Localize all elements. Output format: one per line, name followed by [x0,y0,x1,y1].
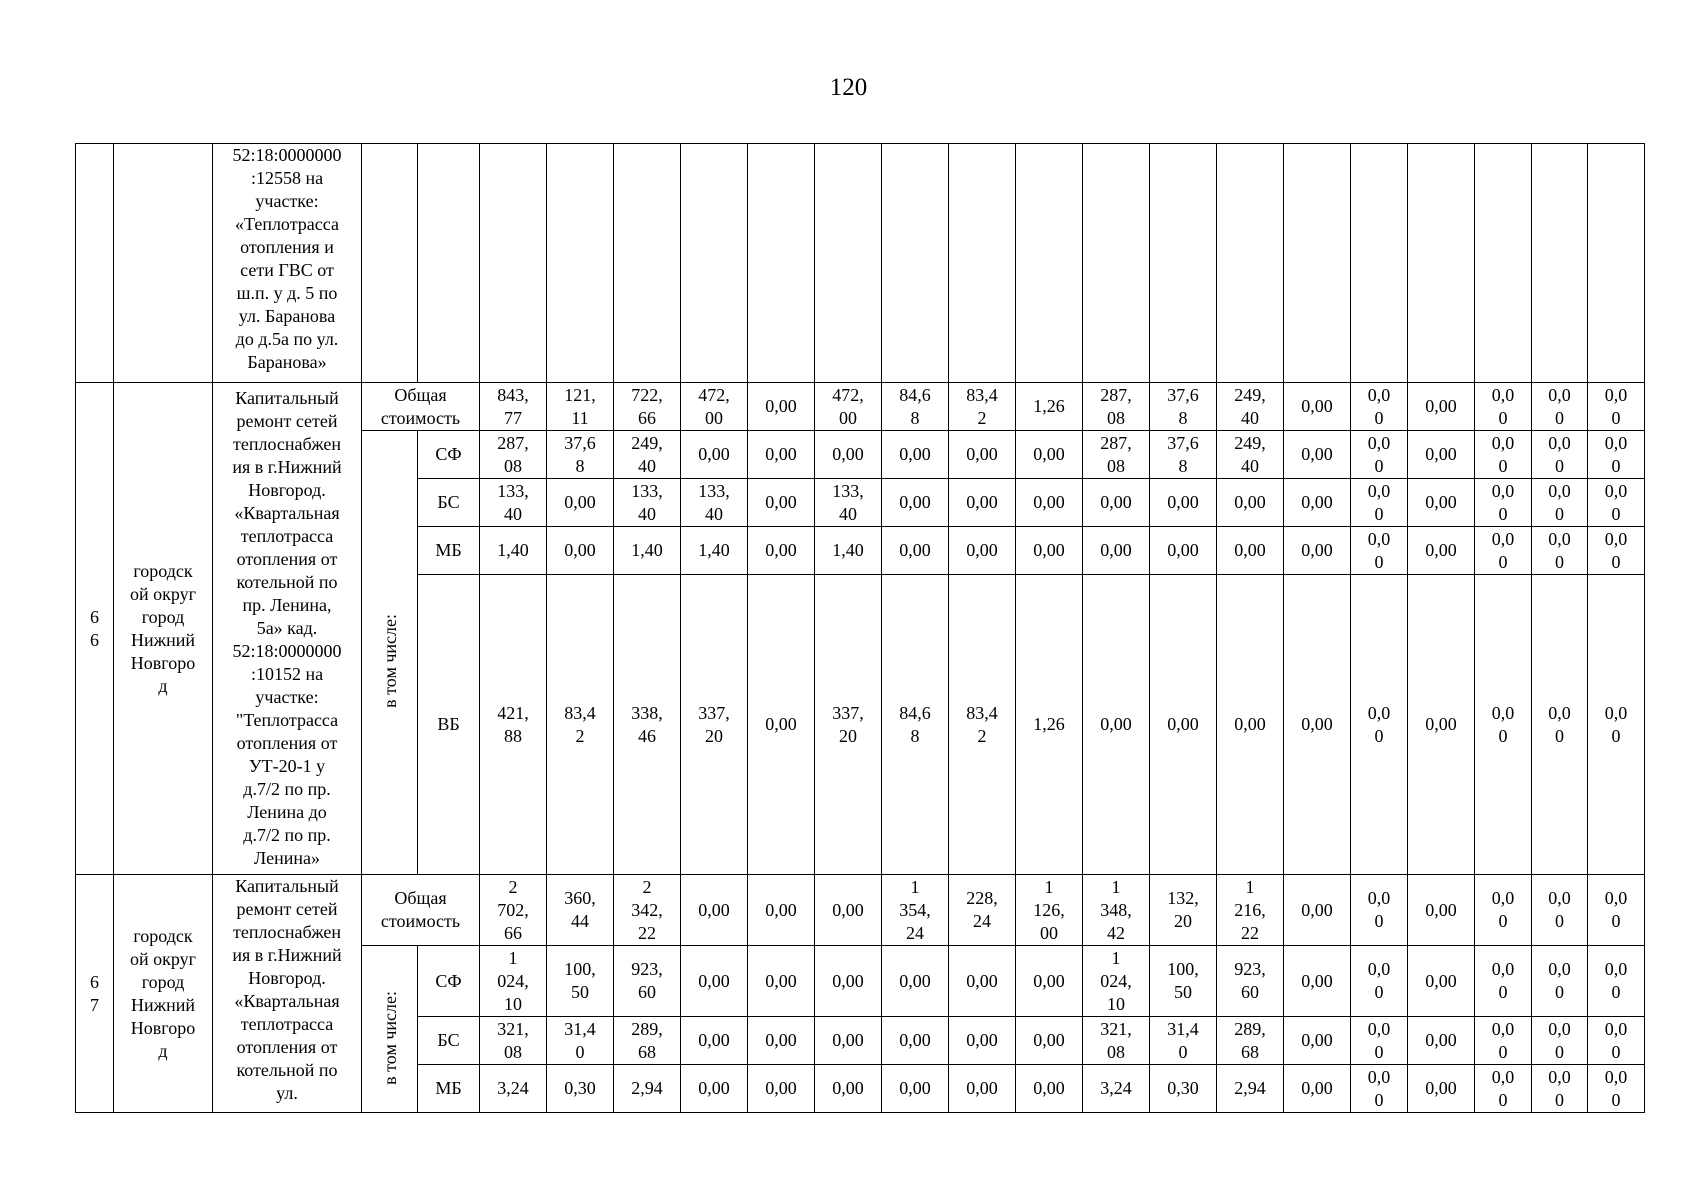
value-cell: 0,00 [1408,946,1475,1017]
value-cell: 0,00 [1408,383,1475,431]
value-cell: 321, 08 [480,1017,547,1065]
value-cell: 923, 60 [1217,946,1284,1017]
value-cell: 0,00 [1217,575,1284,875]
funding-source-vb: ВБ [418,575,480,875]
object-description: 52:18:0000000 :12558 на участке: «Теплотрасса отопления и сети ГВС от ш.п. у д. 5 по ул. Баранова до д.5а по ул. Баранова» [213,144,362,383]
value-cell: 83,4 2 [949,575,1016,875]
value-cell: 0,00 [949,479,1016,527]
value-cell: 0,0 0 [1351,1017,1408,1065]
value-cell: 0,00 [815,946,882,1017]
municipality: городск ой округ город Нижний Новгоро д [114,383,213,875]
value-cell: 0,00 [1016,946,1083,1017]
object-description: Капитальный ремонт сетей теплоснабжен ия в г.Нижний Новгород. «Квартальная теплотрасса отопления от котельной по пр. Ленина, 5а» кад. 52:18:0000000 :10152 на участке: "Теплотрасса отопления от УТ-20-1 у д.7/2 по пр. Ленина до д.7/2 по пр. Ленина» [213,383,362,875]
value-cell: 289, 68 [614,1017,681,1065]
including-label: в том числе: [379,990,400,1085]
value-cell: 287, 08 [1083,431,1150,479]
value-cell: 0,00 [748,431,815,479]
value-cell: 84,6 8 [882,383,949,431]
value-cell: 0,00 [1284,946,1351,1017]
value-cell: 3,24 [480,1065,547,1113]
value-cell: 1,40 [815,527,882,575]
value-cell: 0,0 0 [1532,1065,1588,1113]
value-cell: 321, 08 [1083,1017,1150,1065]
value-cell: 0,00 [1016,431,1083,479]
value-cell: 0,0 0 [1475,431,1532,479]
value-cell: 2 702, 66 [480,875,547,946]
value-cell: 0,00 [748,527,815,575]
value-cell: 0,00 [748,479,815,527]
value-cell: 0,00 [681,875,748,946]
value-cell: 0,00 [1284,875,1351,946]
value-cell: 0,00 [882,431,949,479]
value-cell: 0,0 0 [1588,431,1645,479]
value-cell: 228, 24 [949,875,1016,946]
value-cell: 0,0 0 [1532,1017,1588,1065]
value-cell: 0,30 [547,1065,614,1113]
value-cell: 0,00 [1408,875,1475,946]
value-cell: 0,00 [681,1017,748,1065]
value-cell: 0,0 0 [1532,575,1588,875]
value-cell: 0,00 [1217,527,1284,575]
value-cell: 31,4 0 [547,1017,614,1065]
row-number: 6 6 [76,383,114,875]
including-label-cell [362,946,418,1113]
value-cell: 249, 40 [614,431,681,479]
value-cell: 338, 46 [614,575,681,875]
table-row [76,875,1645,946]
value-cell: 0,0 0 [1588,946,1645,1017]
value-cell: 0,00 [1408,575,1475,875]
value-cell: 0,00 [748,875,815,946]
value-cell: 0,0 0 [1475,383,1532,431]
value-cell: 360, 44 [547,875,614,946]
value-cell: 0,00 [949,1065,1016,1113]
value-cell: 0,00 [1284,527,1351,575]
value-cell: 0,0 0 [1475,946,1532,1017]
object-description: Капитальный ремонт сетей теплоснабжен ия в г.Нижний Новгород. «Квартальная теплотрасса отопления от котельной по ул. [213,875,362,1113]
funding-source-bs: БС [418,1017,480,1065]
value-cell: 37,6 8 [1150,431,1217,479]
value-cell: 3,24 [1083,1065,1150,1113]
value-cell: 37,6 8 [1150,383,1217,431]
value-cell: 0,0 0 [1588,527,1645,575]
value-cell: 100, 50 [547,946,614,1017]
value-cell: 1 126, 00 [1016,875,1083,946]
value-cell: 287, 08 [480,431,547,479]
value-cell: 121, 11 [547,383,614,431]
value-cell: 100, 50 [1150,946,1217,1017]
value-cell: 0,00 [815,1017,882,1065]
including-label-cell [362,431,418,875]
label-cell [362,144,418,383]
including-label: в том числе: [379,614,400,708]
value-cell: 83,4 2 [547,575,614,875]
value-cell: 0,00 [1150,575,1217,875]
value-cell: 0,00 [949,946,1016,1017]
value-cell: 0,0 0 [1351,946,1408,1017]
value-cell: 0,0 0 [1588,479,1645,527]
table-row [76,144,1645,383]
value-cell: 84,6 8 [882,575,949,875]
value-cell: 1 348, 42 [1083,875,1150,946]
funding-source-sf: СФ [418,431,480,479]
value-cell: 2 342, 22 [614,875,681,946]
funding-source-bs: БС [418,479,480,527]
value-cell: 0,00 [1408,479,1475,527]
value-cell: 0,0 0 [1351,1065,1408,1113]
value-cell: 0,00 [1408,431,1475,479]
value-cell: 1,40 [681,527,748,575]
municipality: городск ой округ город Нижний Новгоро д [114,875,213,1113]
value-cell: 1 024, 10 [1083,946,1150,1017]
value-cell: 0,00 [949,527,1016,575]
value-cell: 0,00 [1284,575,1351,875]
value-cell: 1 354, 24 [882,875,949,946]
value-cell: 0,00 [1408,1065,1475,1113]
value-cell: 0,0 0 [1588,1017,1645,1065]
value-cell: 0,00 [748,575,815,875]
value-cell: 2,94 [614,1065,681,1113]
value-cell: 0,00 [815,1065,882,1113]
value-cell: 289, 68 [1217,1017,1284,1065]
value-cell: 0,00 [1408,1017,1475,1065]
municipality-cell [114,144,213,383]
value-cell: 472, 00 [815,383,882,431]
value-cell: 0,0 0 [1532,875,1588,946]
value-cell: 83,4 2 [949,383,1016,431]
value-cell: 0,00 [1083,479,1150,527]
value-cell: 133, 40 [681,479,748,527]
value-cell: 0,00 [1217,479,1284,527]
value-cell: 0,00 [681,431,748,479]
value-cell: 0,0 0 [1351,431,1408,479]
value-cell: 923, 60 [614,946,681,1017]
value-cell: 0,00 [815,431,882,479]
value-cell: 0,0 0 [1351,479,1408,527]
value-cell: 337, 20 [681,575,748,875]
value-cell: 0,0 0 [1351,575,1408,875]
funding-source-mb: МБ [418,1065,480,1113]
value-cell: 0,0 0 [1475,527,1532,575]
value-cell: 0,30 [1150,1065,1217,1113]
value-cell: 0,00 [1150,527,1217,575]
value-cell: 0,0 0 [1475,875,1532,946]
value-cell: 287, 08 [1083,383,1150,431]
value-cell: 0,00 [882,479,949,527]
row-number: 6 7 [76,875,114,1113]
value-cell: 0,0 0 [1351,383,1408,431]
value-cell: 133, 40 [480,479,547,527]
value-cell: 0,0 0 [1475,1017,1532,1065]
value-cell: 0,00 [815,875,882,946]
value-cell: 0,00 [547,479,614,527]
row-number-cell [76,144,114,383]
value-cell: 0,00 [748,1017,815,1065]
budget-table [75,143,1645,1113]
value-cell: 0,0 0 [1532,479,1588,527]
value-cell: 0,00 [1284,431,1351,479]
value-cell: 843, 77 [480,383,547,431]
value-cell: 0,0 0 [1475,575,1532,875]
value-cell: 0,00 [1150,479,1217,527]
value-cell: 1,40 [614,527,681,575]
value-cell: 0,0 0 [1532,431,1588,479]
label-cell [418,144,480,383]
value-cell: 0,00 [882,527,949,575]
value-cell: 249, 40 [1217,383,1284,431]
value-cell: 0,0 0 [1532,527,1588,575]
value-cell: 1,26 [1016,575,1083,875]
total-cost-label: Общая стоимость [362,383,480,431]
value-cell: 133, 40 [614,479,681,527]
value-cell: 0,00 [1284,479,1351,527]
value-cell: 132, 20 [1150,875,1217,946]
value-cell: 0,0 0 [1588,1065,1645,1113]
value-cell: 0,0 0 [1588,383,1645,431]
value-cell: 1,26 [1016,383,1083,431]
value-cell: 0,00 [1284,1017,1351,1065]
value-cell: 0,0 0 [1351,875,1408,946]
value-cell: 0,00 [1016,1065,1083,1113]
value-cell: 0,00 [1016,527,1083,575]
value-cell: 0,00 [1284,383,1351,431]
value-cell: 0,00 [882,1017,949,1065]
value-cell: 1,40 [480,527,547,575]
value-cell: 0,00 [748,946,815,1017]
value-cell: 0,00 [1408,527,1475,575]
value-cell: 37,6 8 [547,431,614,479]
value-cell: 0,00 [949,431,1016,479]
value-cell: 1 216, 22 [1217,875,1284,946]
value-cell: 31,4 0 [1150,1017,1217,1065]
value-cell: 0,00 [1083,575,1150,875]
value-cell: 133, 40 [815,479,882,527]
value-cell: 0,00 [681,1065,748,1113]
value-cell: 0,0 0 [1475,479,1532,527]
value-cell: 472, 00 [681,383,748,431]
value-cell: 0,00 [748,383,815,431]
value-cell: 421, 88 [480,575,547,875]
value-cell: 0,00 [882,946,949,1017]
value-cell: 1 024, 10 [480,946,547,1017]
value-cell: 249, 40 [1217,431,1284,479]
value-cell: 0,00 [1284,1065,1351,1113]
value-cell: 0,00 [882,1065,949,1113]
page-number: 120 [829,74,868,101]
table-row [76,383,1645,431]
value-cell: 0,0 0 [1475,1065,1532,1113]
value-cell: 0,00 [1083,527,1150,575]
value-cell: 0,00 [1016,1017,1083,1065]
value-cell: 0,0 0 [1588,575,1645,875]
value-cell: 0,00 [748,1065,815,1113]
value-cell: 0,00 [681,946,748,1017]
funding-source-sf: СФ [418,946,480,1017]
funding-source-mb: МБ [418,527,480,575]
total-cost-label: Общая стоимость [362,875,480,946]
value-cell: 0,0 0 [1532,946,1588,1017]
value-cell: 337, 20 [815,575,882,875]
value-cell: 0,00 [949,1017,1016,1065]
value-cell: 0,00 [1016,479,1083,527]
value-cell: 0,0 0 [1588,875,1645,946]
value-cell: 0,0 0 [1351,527,1408,575]
value-cell: 722, 66 [614,383,681,431]
value-cell: 0,0 0 [1532,383,1588,431]
value-cell: 2,94 [1217,1065,1284,1113]
value-cell: 0,00 [547,527,614,575]
